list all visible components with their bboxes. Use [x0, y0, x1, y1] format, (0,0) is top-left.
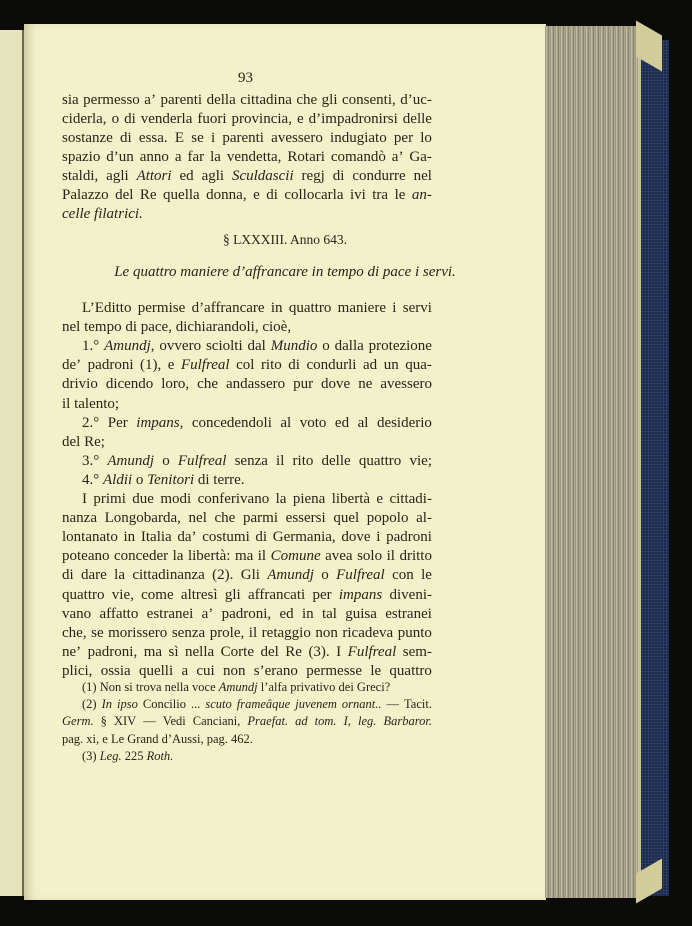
footnote-line [62, 730, 432, 749]
page-stack-edges [545, 26, 640, 898]
text-line [62, 318, 432, 337]
word: ed [334, 414, 350, 431]
text-line [62, 337, 432, 356]
word: 3.° [82, 452, 100, 469]
word: cittadina [240, 92, 292, 108]
word: la [114, 567, 125, 584]
word: anno [139, 149, 169, 165]
word: ad [295, 714, 308, 729]
facing-page-edge [0, 30, 24, 896]
word: indugiato [330, 130, 387, 146]
word: delle [402, 111, 432, 127]
word: voto [299, 414, 327, 431]
word: Fulfreal [180, 357, 230, 374]
word: il [257, 548, 267, 565]
word: venderla [140, 111, 193, 127]
word: ne [358, 376, 373, 393]
word: la [210, 149, 221, 165]
word: drivio [62, 376, 98, 393]
word: parenti [222, 130, 264, 146]
word: come [141, 586, 174, 603]
word: affatto [99, 605, 139, 622]
word: ed [279, 605, 294, 622]
word: d’affrancare [191, 300, 265, 316]
word: impans [338, 586, 383, 603]
word: fuori [197, 111, 227, 127]
word: avessero [380, 376, 432, 393]
word: rito [292, 452, 314, 469]
word: col [236, 357, 255, 374]
word: provincia, [231, 111, 292, 127]
word: che [197, 376, 218, 393]
text-line [62, 414, 432, 433]
word: d’uc- [400, 92, 432, 108]
word: ma [234, 548, 254, 565]
word: non [315, 624, 338, 641]
word: le [421, 567, 432, 584]
word: permesse [306, 662, 363, 679]
word: ricadeva [342, 624, 394, 641]
word: senza [171, 624, 206, 641]
word: L’Editto [82, 300, 132, 316]
word: gli [224, 586, 241, 603]
word: i [392, 300, 397, 316]
word: e [376, 491, 384, 507]
text-run: pag. xi, e Le Grand d’Aussi, pag. 462. [62, 731, 253, 746]
word: sostanze [62, 130, 113, 146]
word: per [312, 586, 332, 603]
word: a’ [201, 605, 214, 622]
word: Rotari [287, 149, 325, 165]
word: tal [321, 605, 337, 622]
word: di [120, 130, 132, 146]
footnote-line [62, 695, 432, 714]
word: andassero [225, 376, 286, 393]
text-line [62, 643, 432, 662]
word: di [62, 567, 74, 584]
word: del [260, 643, 279, 660]
word: cui [196, 662, 215, 679]
text-run: 4.° [82, 471, 103, 488]
word: dal [247, 338, 266, 355]
text-line [62, 110, 432, 129]
word: Concilio [142, 697, 186, 712]
text-line [62, 433, 432, 452]
word: costumi [202, 529, 250, 546]
word: Amundj [267, 567, 314, 584]
word: protezione [368, 338, 432, 355]
word: ipso [117, 697, 138, 712]
text-line [62, 490, 432, 509]
word: Mundio [270, 338, 318, 355]
word: in [301, 605, 314, 622]
word: del [115, 187, 134, 203]
text-run: celle filatrici. [62, 206, 143, 222]
word: dalla [334, 338, 364, 355]
word: due [132, 491, 154, 507]
word: di [288, 357, 300, 374]
word: altresì [180, 586, 218, 603]
footnote-line [62, 747, 432, 766]
word: dove [321, 376, 351, 393]
word: Praefat. [247, 714, 289, 729]
word: agli [106, 168, 129, 184]
word: agli [201, 168, 225, 184]
word: i [210, 130, 216, 146]
word: loro, [161, 376, 190, 393]
word: quelli [138, 662, 174, 679]
word: Re [139, 187, 157, 203]
word: ossia [100, 662, 131, 679]
word: Sculdascii [231, 168, 294, 184]
word: condurli [306, 357, 357, 374]
text-line [62, 605, 432, 624]
word: concedendoli [191, 414, 272, 431]
word: ... [190, 697, 201, 712]
text-run: (3) [82, 748, 100, 763]
word: (1), [140, 357, 162, 374]
word: della [206, 92, 236, 108]
footnote-line [62, 712, 432, 731]
word: rito [260, 357, 282, 374]
word: e [253, 187, 260, 203]
word: se [91, 624, 104, 641]
word: nanza [62, 510, 97, 527]
word: libertà: [187, 548, 231, 565]
word: I [82, 491, 87, 507]
word: Germ. [62, 714, 94, 729]
word: vano [62, 605, 92, 622]
word: donna, [206, 187, 247, 203]
word: a’ [144, 92, 156, 108]
footnote-line [62, 678, 432, 697]
word: vie, [111, 586, 134, 603]
word: qua- [405, 357, 432, 374]
word: impans, [136, 414, 184, 431]
word: collocarla [284, 187, 344, 203]
word: desiderio [376, 414, 432, 431]
word: essa. [138, 130, 168, 146]
text-run: Leg. [99, 748, 122, 763]
word: Barbaror. [383, 714, 432, 729]
word: sem- [402, 643, 432, 660]
text-line [62, 566, 432, 585]
word: consenti, [342, 92, 396, 108]
word: i [376, 529, 381, 546]
word: Fulfreal [336, 567, 385, 584]
word: — [386, 697, 400, 712]
word: Amundj [107, 452, 155, 469]
word: gli [321, 92, 338, 108]
word: piena [292, 491, 326, 507]
word: ne’ [62, 643, 82, 660]
word: frameâque [236, 697, 291, 712]
word: Amundj, [104, 338, 155, 355]
word: vendetta, [226, 149, 282, 165]
word: popolo [366, 510, 409, 527]
word: di [255, 529, 268, 546]
word: leg. [357, 714, 377, 729]
text-line [62, 356, 432, 375]
word: dove [341, 529, 371, 546]
section-subtitle: Le quattro maniere d’affrancare in tempo di pace i servi. [114, 264, 456, 280]
word: dare [81, 567, 107, 584]
word: o [321, 567, 329, 584]
word: ornant.. [341, 697, 382, 712]
text-line [62, 586, 432, 605]
word: comandò [330, 149, 386, 165]
word: regj [301, 168, 325, 184]
word: Gli [240, 567, 260, 584]
text-run: di terre. [194, 471, 245, 488]
word: la [172, 548, 184, 565]
word: — [143, 714, 156, 729]
page-number: 93 [238, 70, 253, 86]
word: ivi [349, 187, 366, 203]
word: modi [160, 491, 192, 507]
word: estranei [146, 605, 194, 622]
text-run: del Re; [62, 433, 105, 450]
section-heading: § LXXXIII. Anno 643. [222, 232, 348, 247]
word: padroni, [87, 643, 138, 660]
word: cittadi- [389, 491, 432, 507]
word: spazio [62, 149, 101, 165]
text-line [62, 528, 432, 547]
word: parmi [243, 510, 278, 527]
word: il [248, 624, 258, 641]
text-run: nel tempo di pace, dichiarandoli, cioè, [62, 319, 292, 336]
word: (3). [308, 643, 330, 660]
word: il [386, 548, 395, 565]
word: ma [143, 643, 163, 660]
text-line [62, 129, 432, 148]
text-line [62, 509, 432, 528]
word: Longobarda, [104, 510, 181, 527]
word: al- [416, 510, 432, 527]
word: affrancati [247, 586, 306, 603]
text-line [62, 148, 432, 167]
word: staldi, [62, 168, 99, 184]
word: le [370, 662, 382, 679]
word: avessero [271, 130, 323, 146]
word: I [336, 643, 342, 660]
word: se [191, 130, 204, 146]
word: quattro [358, 452, 402, 469]
word: (2). [212, 567, 234, 584]
text-run: Amundj [218, 680, 258, 694]
word: d’impadronirsi [308, 111, 398, 127]
book-cover [638, 40, 669, 896]
word: ciderla, [62, 111, 107, 127]
word: (2) [82, 697, 97, 712]
word: in [270, 300, 283, 316]
word: ovvero [159, 338, 202, 355]
word: far [187, 149, 205, 165]
word: d’un [106, 149, 134, 165]
text-line [62, 452, 432, 471]
word: Canciani, [192, 714, 241, 729]
word: nel [413, 168, 432, 184]
word: Corte [220, 643, 254, 660]
word: Ga- [409, 149, 432, 165]
word: ad [363, 357, 378, 374]
word: sì [168, 643, 179, 660]
word: lo [420, 130, 432, 146]
text-run: Roth. [146, 748, 174, 763]
word: e [296, 111, 304, 127]
word: delle [321, 452, 351, 469]
word: le [394, 187, 406, 203]
text-line [62, 205, 432, 224]
word: che, [62, 624, 87, 641]
word: e [167, 357, 175, 374]
word: Re [285, 643, 302, 660]
word: quattro [389, 662, 432, 679]
word: condurre [352, 168, 406, 184]
word: estranei [385, 605, 432, 622]
word: padroni [386, 529, 432, 546]
word: servi [402, 300, 432, 316]
text-run: o [132, 471, 148, 488]
word: libertà [331, 491, 371, 507]
word: nella [185, 643, 215, 660]
word: conferivano [197, 491, 270, 507]
word: punto [397, 624, 432, 641]
word: Vedi [162, 714, 186, 729]
word: In [101, 697, 113, 712]
word: senza [234, 452, 268, 469]
word: cittadinanza [132, 567, 205, 584]
word: che [296, 92, 318, 108]
word: conceder [113, 548, 169, 565]
word: pur [293, 376, 314, 393]
word: I, [343, 714, 351, 729]
word: da’ [177, 529, 197, 546]
word: o [322, 338, 330, 355]
word: avea [325, 548, 353, 565]
word: permise [137, 300, 186, 316]
word: di [266, 187, 278, 203]
word: padroni, [221, 605, 272, 622]
word: vie; [409, 452, 432, 469]
word: ed [179, 168, 194, 184]
word: morissero [108, 624, 168, 641]
word: sia [62, 92, 79, 108]
word: Fulfreal [177, 452, 227, 469]
word: che [214, 510, 236, 527]
text-line [62, 91, 432, 110]
word: juvenem [295, 697, 337, 712]
text-line [62, 186, 432, 205]
text-run: l’alfa privativo dei Greci? [257, 680, 391, 694]
word: de’ [62, 357, 82, 374]
word: quella [163, 187, 200, 203]
word: sciolti [205, 338, 243, 355]
text-line [62, 167, 432, 186]
word: scuto [205, 697, 232, 712]
word: a’ [391, 149, 404, 165]
word: permesso [83, 92, 140, 108]
word: E [174, 130, 185, 146]
text-line [62, 375, 432, 394]
word: a [181, 662, 189, 679]
word: Fulfreal [347, 643, 397, 660]
word: quattro [288, 300, 332, 316]
word: la [275, 491, 287, 507]
word: an- [411, 187, 432, 203]
word: XIV [113, 714, 137, 729]
word: solo [357, 548, 383, 565]
text-line [62, 547, 432, 566]
word: 1.° [82, 338, 100, 355]
word: plici, [62, 662, 93, 679]
text-run: 225 [121, 748, 147, 763]
word: di [332, 168, 345, 184]
word: primi [93, 491, 126, 507]
word: il [276, 452, 285, 469]
text-line [62, 299, 432, 318]
text-line [62, 395, 432, 414]
word: Italia [140, 529, 172, 546]
word: per [393, 130, 414, 146]
word: di [124, 111, 136, 127]
word: Germania, [272, 529, 336, 546]
word: guisa [345, 605, 377, 622]
text-run: Aldii [103, 471, 133, 488]
word: tom. [314, 714, 337, 729]
word: lontanato [62, 529, 118, 546]
word: Palazzo [62, 187, 109, 203]
word: o [162, 452, 170, 469]
word: dritto [399, 548, 432, 565]
word: al [357, 414, 369, 431]
word: retaggio [261, 624, 311, 641]
word: § [100, 714, 107, 729]
word: al [280, 414, 292, 431]
word: poteano [62, 548, 110, 565]
text-run: Tenitori [147, 471, 195, 488]
word: o [111, 111, 120, 127]
text-run: (1) Non si trova nella voce [82, 680, 219, 694]
word: in [123, 529, 136, 546]
word: Comune [270, 548, 321, 565]
word: s’erano [253, 662, 298, 679]
word: un [383, 357, 399, 374]
word: parenti [160, 92, 203, 108]
word: con [392, 567, 414, 584]
word: dicendo [105, 376, 154, 393]
word: Tacit. [404, 697, 432, 712]
word: nel [188, 510, 207, 527]
word: prole, [209, 624, 245, 641]
text-run: il talento; [62, 395, 120, 412]
word: quattro [62, 586, 105, 603]
word: 2.° [82, 414, 100, 431]
text-line [62, 624, 432, 643]
word: quel [333, 510, 360, 527]
text-line [62, 471, 432, 490]
word: padroni [87, 357, 134, 374]
word: non [223, 662, 246, 679]
word: Per [107, 414, 128, 431]
word: tra [372, 187, 389, 203]
word: maniere [337, 300, 386, 316]
word: essersi [285, 510, 326, 527]
word: diveni- [389, 586, 432, 603]
word: Attori [136, 168, 172, 184]
word: a [174, 149, 182, 165]
